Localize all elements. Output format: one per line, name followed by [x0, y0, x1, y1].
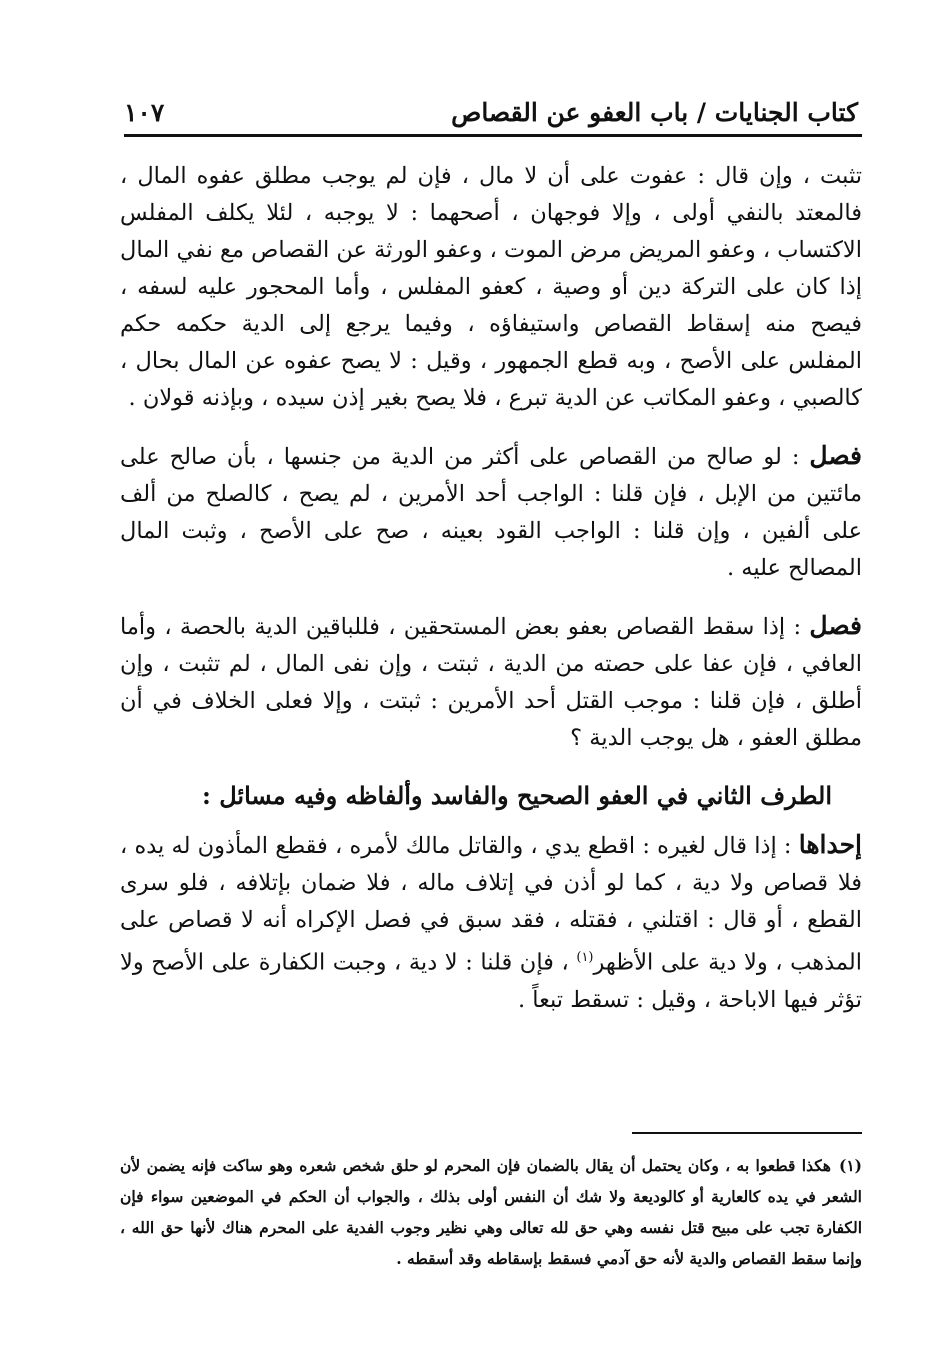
footnote [120, 1150, 862, 1274]
paragraph-1: تثبت ، وإن قال : عفوت على أن لا مال ، فإن لم يوجب مطلق عفوه المال ، فالمعتد بالنفي أولى ، وإلا فوجهان ، أصحهما : لا يوجبه ، لئلا يكلف المفلس الاكتساب ، وعفو المريض مرض الموت ، وعفو الورثة عن القصاص مع نفي المال إذا كان على التركة دين أو وصية ، كعفو المفلس ، وأما المحجور عليه لسفه ، فيصح منه إسقاط القصاص واستيفاؤه ، وفيما يرجع إلى الدية حكمه حكم المفلس على الأصح ، وبه قطع الجمهور ، وقيل : لا يصح عفوه عن المال بحال ، كالصبي ، وعفو المكاتب عن الدية تبرع ، فلا يصح بغير إذن سيده ، وبإذنه قولان . [119, 163, 863, 411]
paragraph-2-text: : لو صالح من القصاص على أكثر من الدية من جنسها ، بأن صالح على مائتين من الإبل ، فإن قلنا : الواجب أحد الأمرين ، لم يصح ، كالصلح من ألف على ألفين ، وإن قلنا : الواجب القود بعينه ، صح على الأصح ، وثبت المال المصالح عليه . [120, 444, 862, 581]
footnote-text: هكذا قطعوا به ، وكان يحتمل أن يقال بالضمان فإن المحرم لو حلق شخص شعره وهو ساكت فإنه يضمن لأن الشعر في يده كالعارية أو كالوديعة ولا شك أن النفس أولى بذلك ، والجواب أن الحكم في الموضعين سواء فإن الكفارة تجب على مبيح قتل نفسه وهي حق لله تعالى وهي نظير وجوب الفدية على المحرم هناك لأنها حق الله ، وإنما سقط القصاص والدية لأنه حق آدمي فسقط بإسقاطه وقد أسقطه . [120, 1156, 862, 1268]
footnote-number: (١) [838, 1156, 862, 1175]
page-header [124, 88, 858, 136]
footnote-ref[interactable]: (١) [576, 950, 594, 965]
issue-marker: إحداها [798, 830, 862, 859]
running-title: كتاب الجنايات / باب العفو عن القصاص [451, 97, 858, 127]
paragraph-3-text: : إذا سقط القصاص بعفو بعض المستحقين ، فللباقين الدية بالحصة ، وأما العافي ، فإن عفا على حصته من الدية ، ثبتت ، وإن نفى المال ، لم تثبت ، وإن أطلق ، فإن قلنا : موجب القتل أحد الأمرين : ثبتت ، وإلا فعلى الخلاف في أن مطلق العفو ، هل يوجب الدية ؟ [120, 614, 862, 751]
section-heading: الطرف الثاني في العفو الصحيح والفاسد وألفاظه وفيه مسائل : [202, 781, 832, 810]
paragraph-4 [120, 826, 862, 1019]
footnote-rule [632, 1132, 862, 1134]
main-text [120, 158, 862, 1039]
section-marker: فصل [809, 611, 862, 640]
section-marker: فصل [809, 441, 862, 470]
paragraph-4-text-a: : إذا قال لغيره : اقطع يدي ، والقاتل مالك لأمره ، فقطع المأذون له يده ، فلا قصاص ولا دية ، كما لو أذن في إتلاف ماله ، فلا ضمان بإتلافه ، فلو سرى القطع ، أو قال : اقتلني ، فقتله ، فقد سبق في فصل الإكراه أنه لا قصاص على المذهب ، ولا دية على الأظهر [120, 833, 862, 976]
header-rule [124, 134, 862, 137]
paragraph-3 [120, 607, 862, 757]
paragraph-4-text-b: ، فإن قلنا : لا دية ، وجبت الكفارة على الأصح ولا تؤثر فيها الاباحة ، وقيل : تسقط تبعاً . [120, 949, 862, 1013]
page-number: ١٠٧ [124, 97, 165, 127]
paragraph-2 [120, 437, 862, 587]
